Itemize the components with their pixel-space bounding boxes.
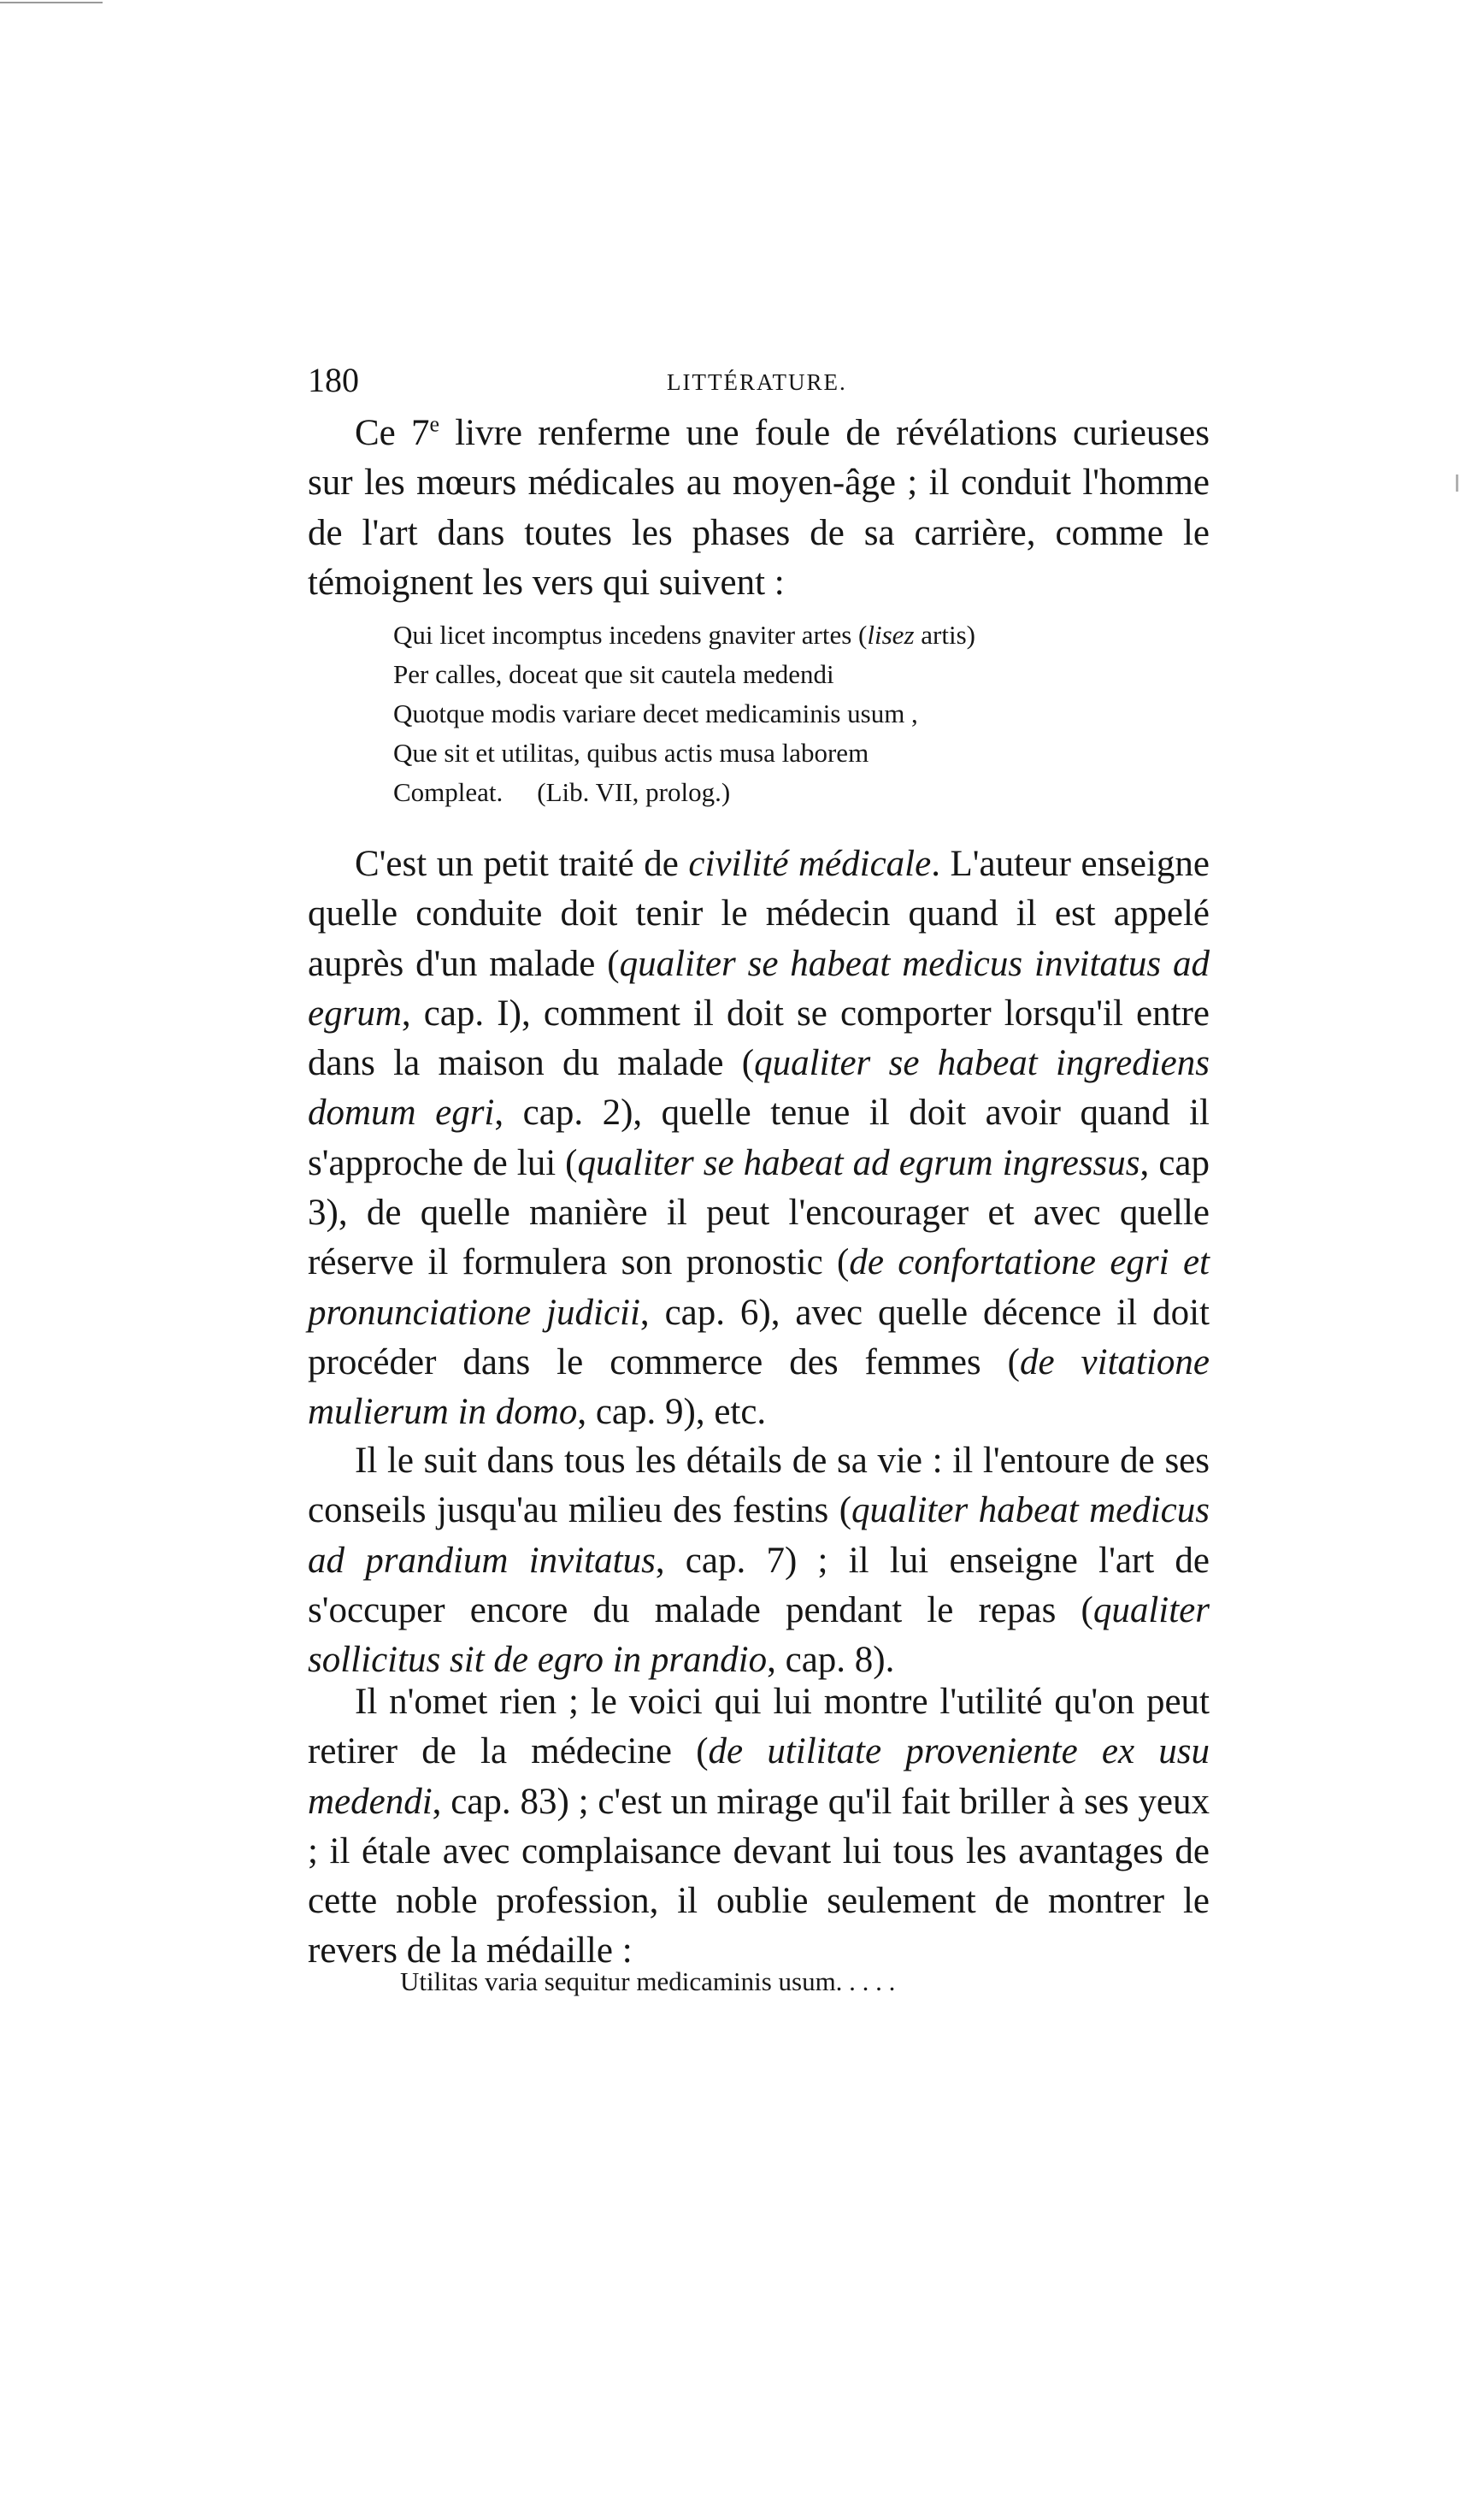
running-title: LITTÉRATURE.: [667, 369, 847, 395]
paragraph-4: Il n'omet rien ; le voici qui lui montre l'utilité qu'on peut retirer de la médecine (de utilitate proveniente ex usu medendi, cap. 83) ; c'est un mirage qu'il fait briller à ses yeux ; il étale avec complaisance devant lui tous les avantages de cette noble profession, il oublie seulement de montrer le revers de la médaille :: [308, 1682, 1210, 1971]
page-number: 180: [308, 361, 359, 399]
verse-line: Que sit et utilitas, quibus actis musa laborem: [393, 738, 869, 768]
margin-mark: [1456, 474, 1458, 492]
paragraph-1: Ce 7e livre renferme une foule de révélations curieuses sur les mœurs médicales au moyen-âge ; il conduit l'homme de l'art dans toutes les phases de sa carrière, comme le témoignent les vers qui suivent :: [308, 411, 1210, 603]
verse-line: Compleat. (Lib. VII, prolog.): [393, 777, 731, 807]
page-header: [308, 359, 1205, 402]
paragraph-2: C'est un petit traité de civilité médicale. L'auteur enseigne quelle conduite doit tenir le médecin quand il est appelé auprès d'un malade (qualiter se habeat medicus invitatus ad egrum, cap. I), comment il doit se comporter lorsqu'il entre dans la maison du malade (qualiter se habeat ingrediens domum egri, cap. 2), quelle tenue il doit avoir quand il s'approche de lui (qualiter se habeat ad egrum ingressus, cap 3), de quelle manière il peut l'encourager et avec quelle réserve il formulera son pronostic (de confortatione egri et pronunciatione judicii, cap. 6), avec quelle décence il doit procéder dans le commerce des femmes (de vitatione mulierum in domo, cap. 9), etc.: [308, 844, 1210, 1433]
verse-quotation: [393, 616, 1163, 812]
verse-line: Quotque modis variare decet medicaminis usum ,: [393, 698, 918, 728]
verse-line: Qui licet incomptus incedens gnaviter artes (lisez artis): [393, 620, 975, 650]
scan-edge-line: [0, 2, 103, 3]
paragraph-3: Il le suit dans tous les détails de sa vie : il l'entoure de ses conseils jusqu'au milieu des festins (qualiter habeat medicus ad prandium invitatus, cap. 7) ; il lui enseigne l'art de s'occuper encore du malade pendant le repas (qualiter sollicitus sit de egro in prandio, cap. 8).: [308, 1441, 1210, 1681]
verse-line: Per calles, doceat que sit cautela medendi: [393, 659, 834, 689]
final-verse: Utilitas varia sequitur medicaminis usum. . . . .: [400, 1966, 896, 1996]
